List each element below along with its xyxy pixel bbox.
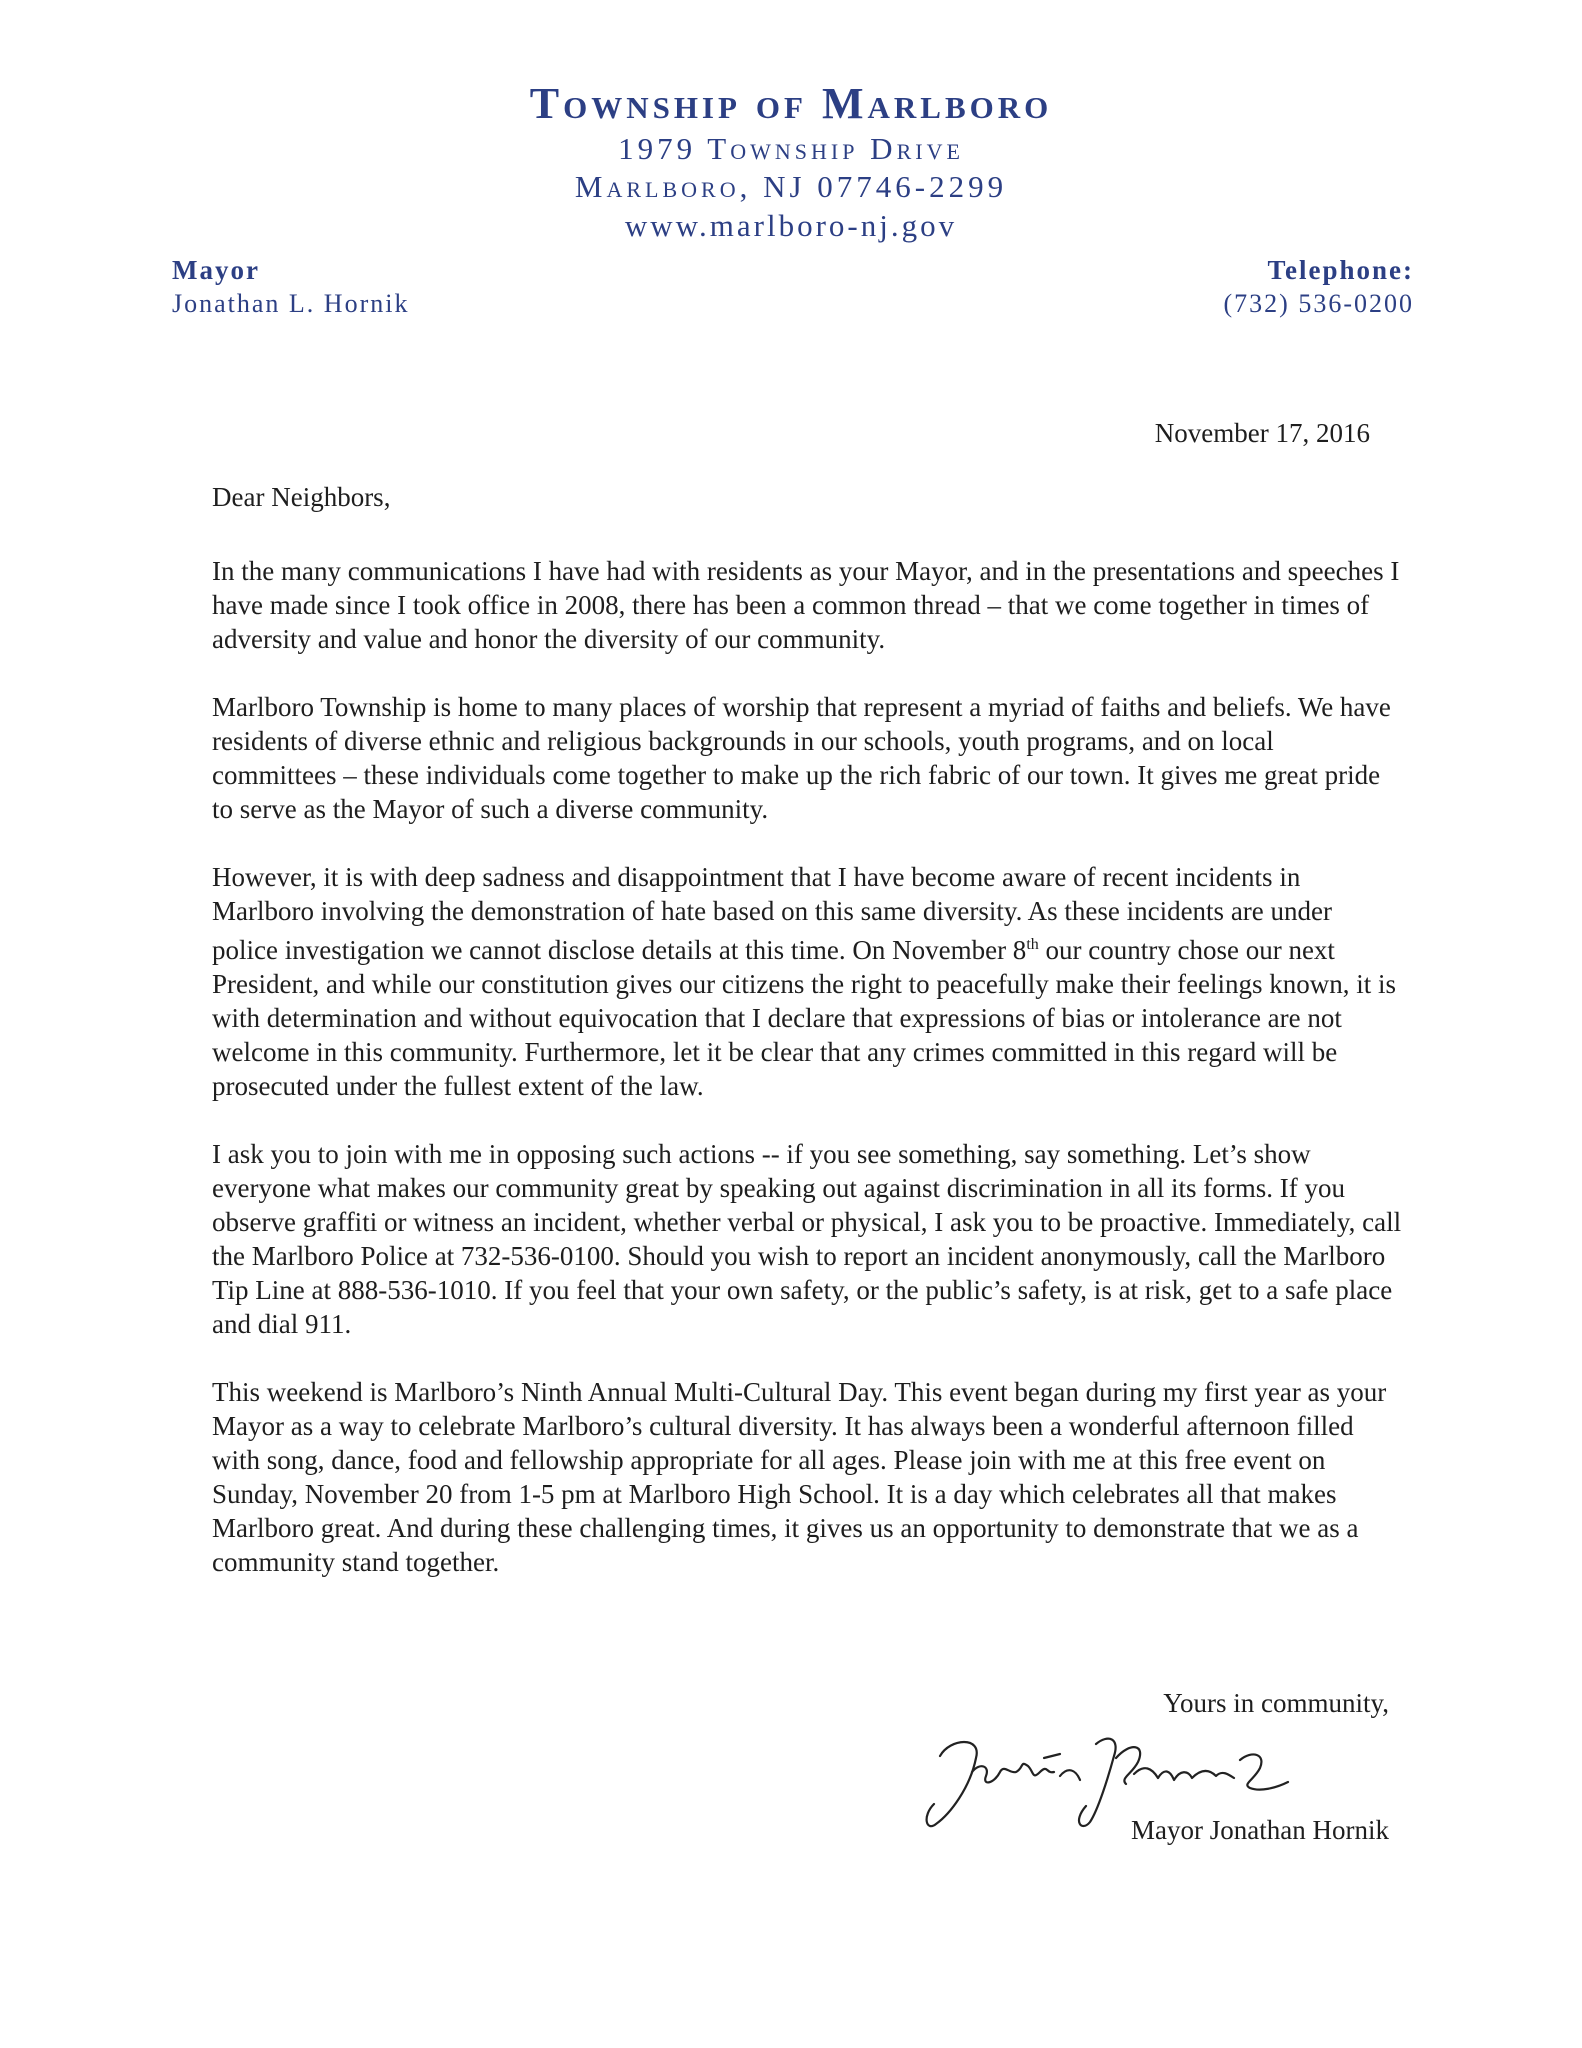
paragraph-3-part-1: However, it is with deep sadness and disappointment that I have become aware of recent incidents in Marlboro involving the demonstration of hate based on this same diversity. As these incidents are under police investigation we cannot disclose details at this time. On November 8 — [212, 862, 1332, 965]
salutation: Dear Neighbors, — [212, 482, 391, 512]
letter-date: November 17, 2016 — [1154, 418, 1370, 448]
paragraph-4: I ask you to join with me in opposing such actions -- if you see something, say something. Let’s show everyone what makes our community great by speaking out against discrimination in all its forms. If you observe graffiti or witness an incident, whether verbal or physical, I ask you to be proactive. Immediately, call the Marlboro Police at 732-536-0100. Should you wish to report an incident anonymously, call the Marlboro Tip Line at 888-536-1010. If you feel that your own safety, or the public’s safety, is at risk, get to a safe place and dial 911. — [212, 1139, 1402, 1339]
city-state-zip: Marlboro, NJ 07746-2299 — [574, 169, 1008, 204]
mayor-name: Jonathan L. Hornik — [172, 289, 410, 318]
telephone-number: (732) 536-0200 — [1223, 289, 1414, 318]
letterhead — [0, 78, 1582, 246]
street-address: 1979 Township Drive — [618, 131, 964, 166]
paragraph-2: Marlboro Township is home to many places of worship that represent a myriad of faiths and beliefs. We have residents of diverse ethnic and religious backgrounds in our schools, youth programs, and on local committees – these individuals come together to make up the rich fabric of our town. It gives me great pride to serve as the Mayor of such a diverse community. — [212, 692, 1391, 824]
letter-body — [212, 554, 1402, 1613]
paragraph-5: This weekend is Marlboro’s Ninth Annual Multi-Cultural Day. This event began during my first year as your Mayor as a way to celebrate Marlboro’s cultural diversity. It has always been a wonderful afternoon filled with song, dance, food and fellowship appropriate for all ages. Please join with me at this free event on Sunday, November 20 from 1-5 pm at Marlboro High School. It is a day which celebrates all that makes Marlboro great. And during these challenging times, it gives us an opportunity to demonstrate that we as a community stand together. — [212, 1377, 1387, 1577]
closing-line: Yours in community, — [1163, 1688, 1389, 1718]
paragraph-3-part-2: our country chose our next President, and while our constitution gives our citizens the right to peacefully make their feelings known, it is with determination and without equivocation that I declare that expressions of bias or intolerance are not welcome in this community. Furthermore, let it be clear that any crimes committed in this regard will be prosecuted under the fullest extent of the law. — [212, 935, 1396, 1101]
paragraph-3 — [212, 860, 1402, 1103]
mayor-label: Mayor — [172, 255, 260, 285]
township-title: Township of Marlboro — [529, 79, 1053, 128]
mayor-block — [172, 253, 409, 321]
telephone-block — [1224, 253, 1414, 321]
telephone-label: Telephone: — [1267, 255, 1414, 285]
ordinal-suffix: th — [1026, 936, 1039, 953]
website-link[interactable]: www.marlboro-nj.gov — [624, 208, 958, 243]
paragraph-1: In the many communications I have had with residents as your Mayor, and in the presentations and speeches I have made since I took office in 2008, there has been a common thread – that we come together in times of adversity and value and honor the diversity of our community. — [212, 556, 1400, 654]
signer-name: Mayor Jonathan Hornik — [1131, 1815, 1389, 1845]
